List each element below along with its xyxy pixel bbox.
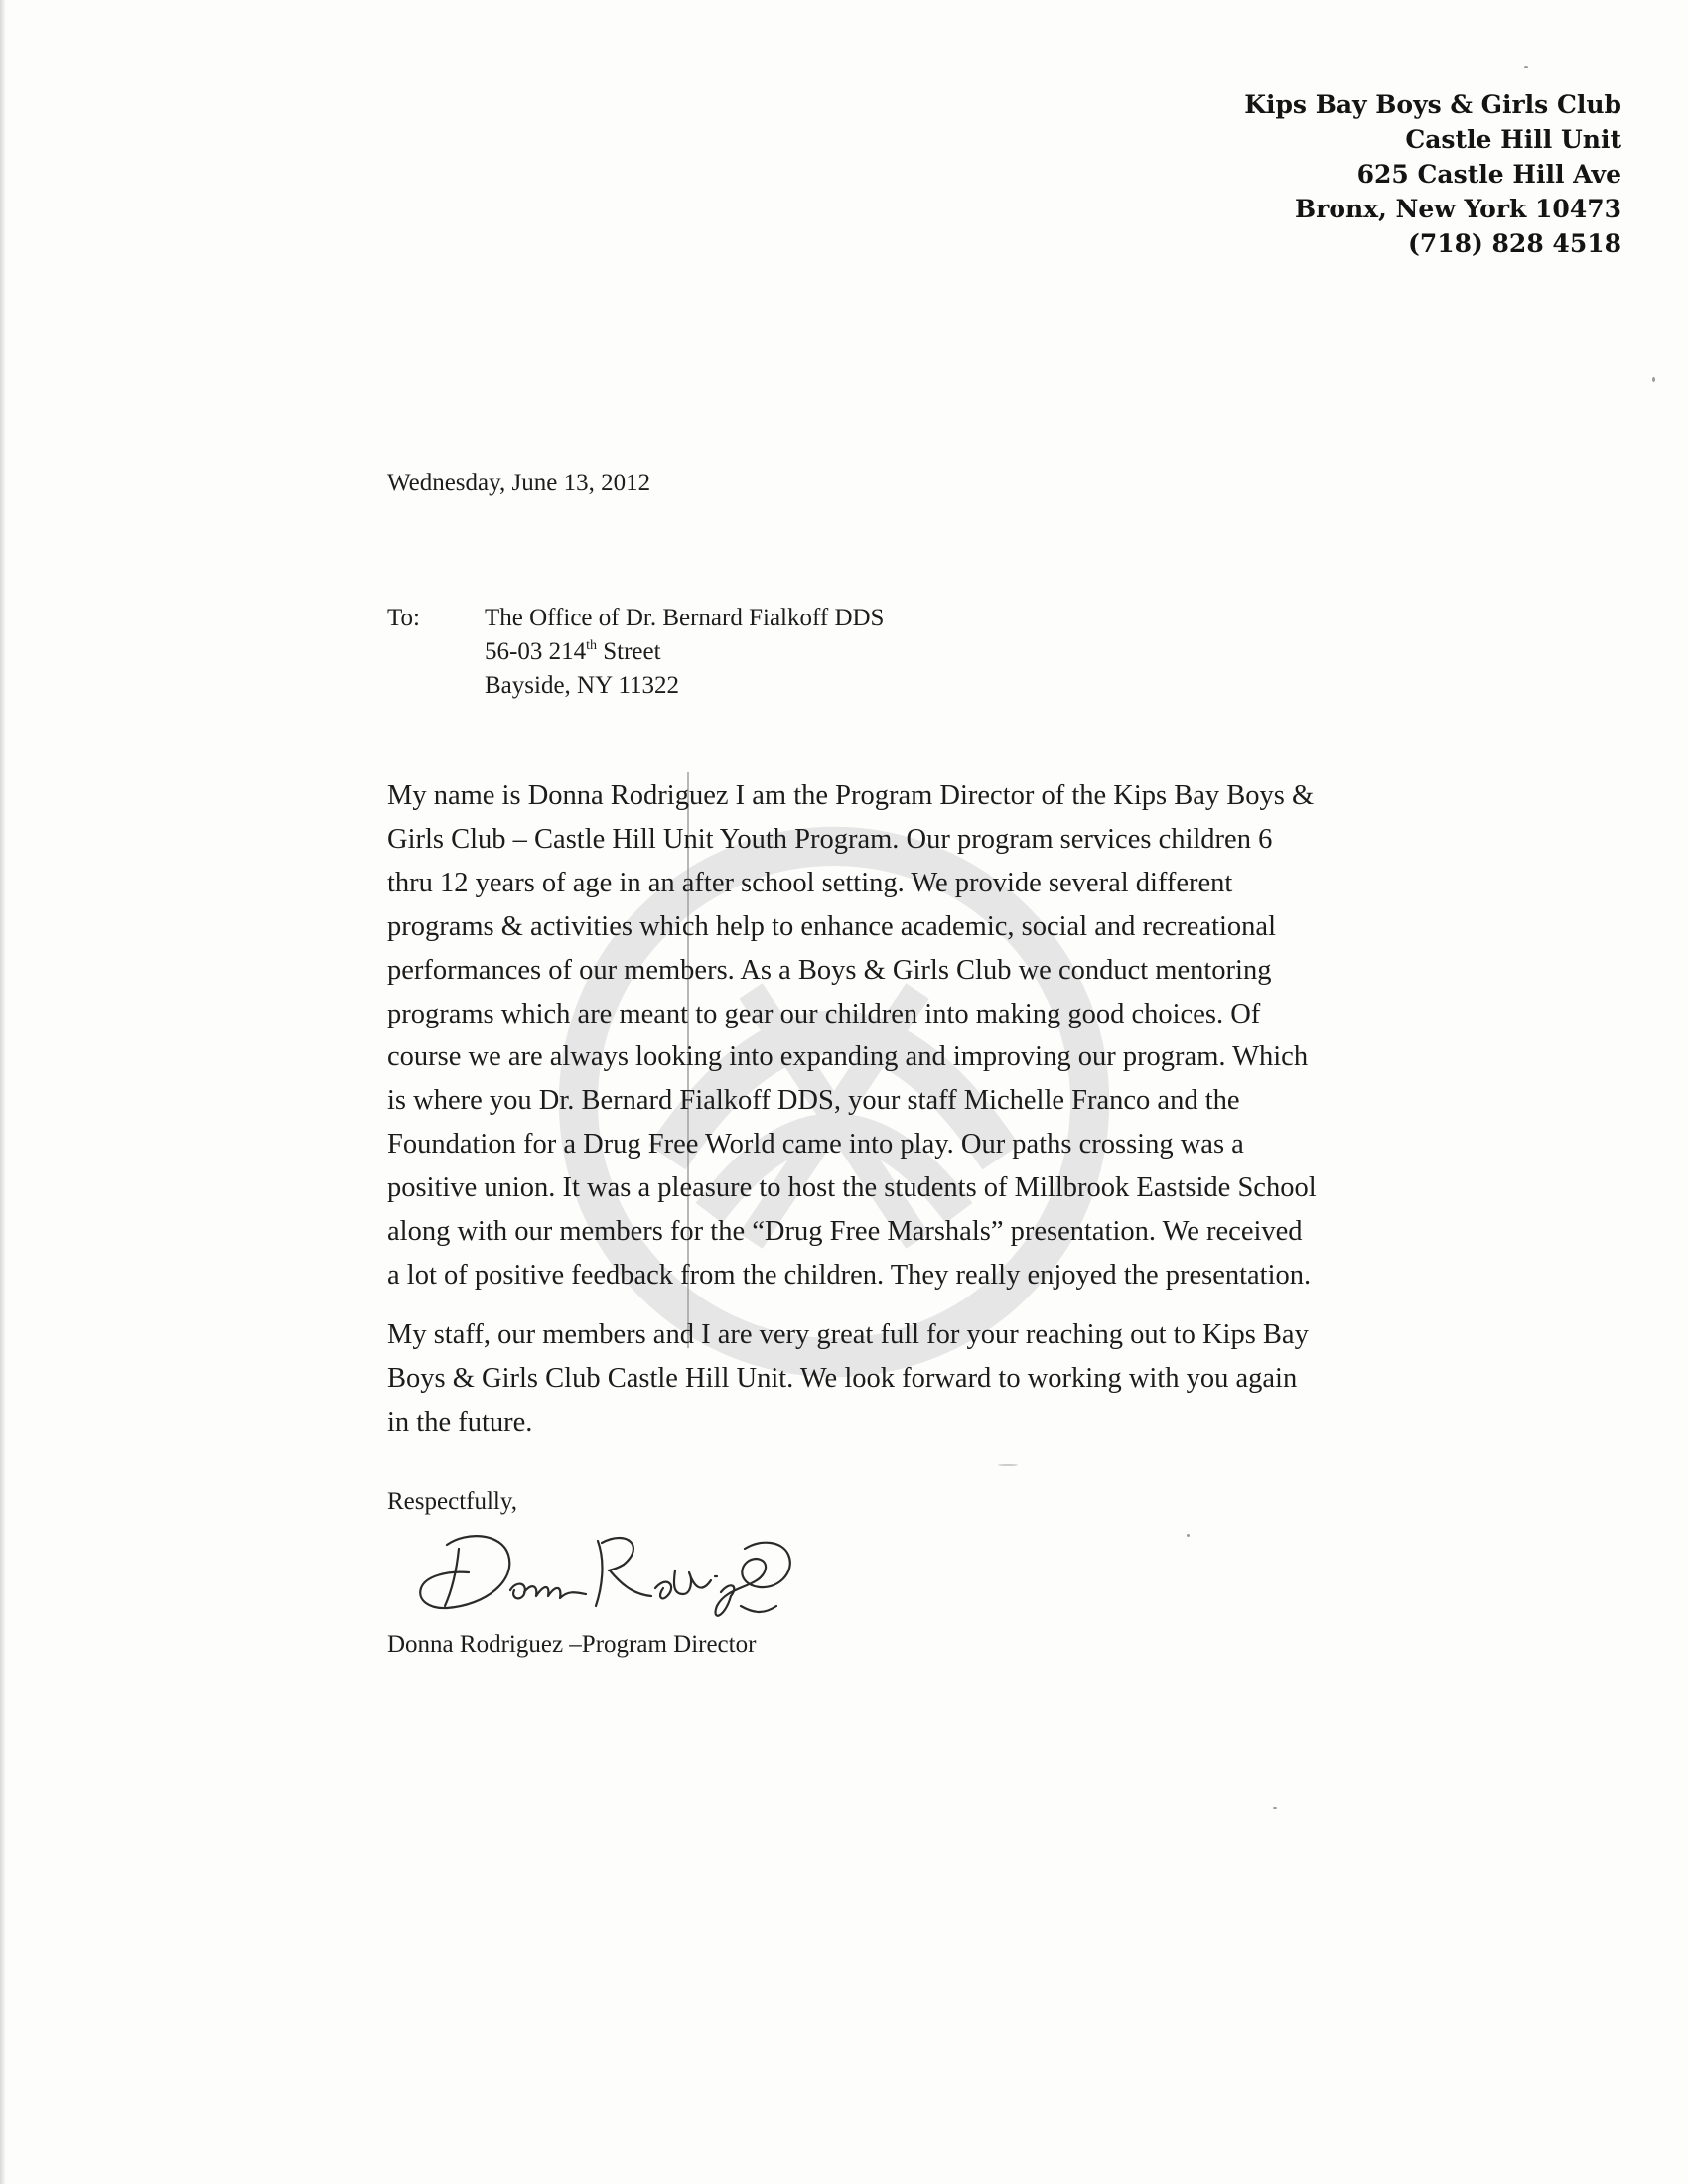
- letter-body: [387, 774, 1499, 1460]
- recipient-address: [485, 602, 884, 703]
- letterhead-phone: (718) 828 4518: [1407, 229, 1621, 258]
- letterhead-unit: Castle Hill Unit: [1405, 125, 1621, 154]
- body-paragraph-1: My name is Donna Rodriguez I am the Program Director of the Kips Bay Boys & Girls Club – Castle Hill Unit Youth Program. Our program services children 6 thru 12 years of age in an after school setting. We provide several different programs & activities which help to enhance academic, social and recreational performances of our members. As a Boys & Girls Club we conduct mentoring programs which are meant to gear our children into making good choices. Of course we are always looking into expanding and improving our program. Which is where you Dr. Bernard Fialkoff DDS, your staff Michelle Franco and the Foundation for a Drug Free World came into play. Our paths crossing was a positive union. It was a pleasure to host the students of Millbrook Eastside School along with our members for the “Drug Free Marshals” presentation. We received a lot of positive feedback from the children. They really enjoyed the presentation.: [387, 780, 1317, 1291]
- recipient-street: [485, 635, 884, 669]
- scan-speck: [1187, 1534, 1190, 1537]
- street-ordinal-suffix: th: [586, 638, 597, 653]
- signer-name-title: Donna Rodriguez –Program Director: [387, 1631, 757, 1658]
- letterhead-city: Bronx, New York 10473: [1295, 195, 1621, 223]
- letter-date: Wednesday, June 13, 2012: [387, 470, 651, 496]
- scan-speck: [1524, 66, 1528, 68]
- recipient-name: The Office of Dr. Bernard Fialkoff DDS: [485, 605, 885, 631]
- letterhead: [1244, 87, 1621, 261]
- scan-speck: [1652, 377, 1655, 382]
- closing-salutation: Respectfully,: [387, 1488, 517, 1515]
- scan-speck: [998, 1464, 1018, 1466]
- recipient-label: To:: [387, 605, 420, 631]
- letterhead-org-name: Kips Bay Boys & Girls Club: [1244, 90, 1621, 119]
- street-number: 56-03 214: [485, 638, 587, 665]
- handwritten-signature: [407, 1511, 824, 1628]
- scan-speck: [1273, 1807, 1277, 1809]
- recipient-city: Bayside, NY 11322: [485, 672, 680, 699]
- street-name: Street: [596, 638, 661, 665]
- body-paragraph-2: My staff, our members and I are very great full for your reaching out to Kips Bay Boys & Girls Club Castle Hill Unit. We look forward to working with you again in the future.: [387, 1318, 1309, 1437]
- letterhead-street: 625 Castle Hill Ave: [1356, 160, 1621, 189]
